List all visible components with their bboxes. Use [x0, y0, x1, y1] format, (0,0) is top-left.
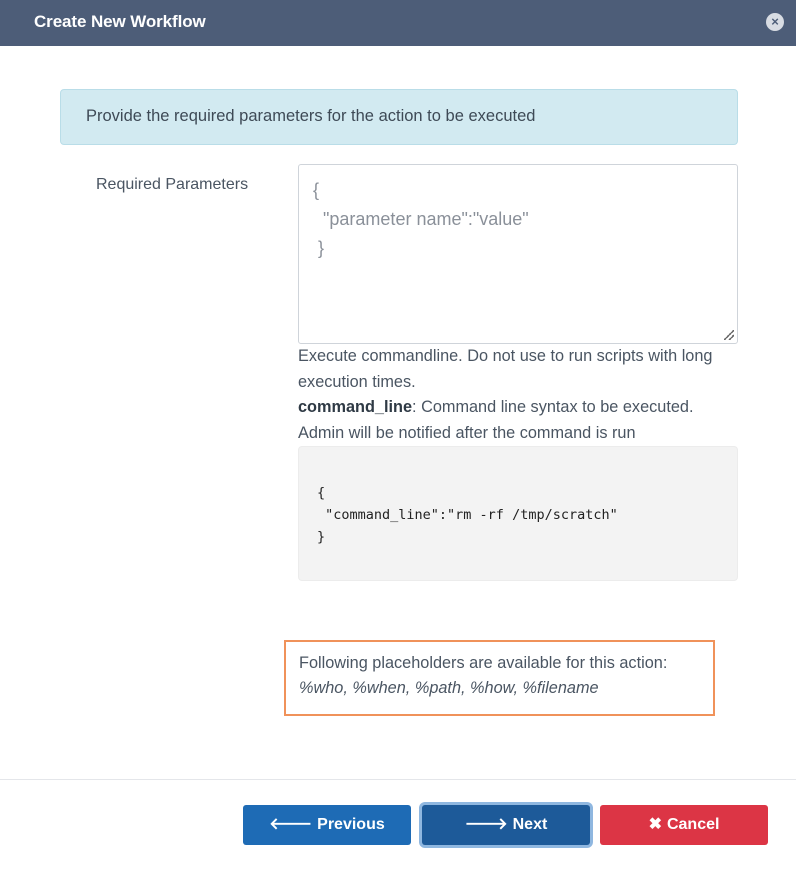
- action-description: [298, 344, 738, 446]
- previous-button-label: Previous: [317, 816, 385, 833]
- dialog-header: [0, 0, 796, 46]
- example-code-box: [298, 446, 738, 581]
- previous-button[interactable]: [243, 805, 411, 845]
- param-name: command_line: [298, 398, 413, 416]
- x-icon: ✖: [648, 816, 662, 833]
- cancel-button[interactable]: [600, 805, 768, 845]
- param-description: [298, 395, 738, 446]
- arrow-left-icon: 🡐: [269, 816, 313, 833]
- placeholders-heading: Following placeholders are available for this action:: [299, 654, 668, 672]
- arrow-right-icon: 🡒: [464, 816, 508, 833]
- close-icon[interactable]: ×: [766, 13, 784, 31]
- required-parameters-input[interactable]: [298, 164, 738, 344]
- footer-divider: [0, 779, 796, 780]
- next-button-label: Next: [512, 816, 548, 833]
- param-description-text: : Command line syntax to be executed. Admin will be notified after the command is run: [298, 398, 694, 442]
- info-alert-text: Provide the required parameters for the action to be executed: [86, 107, 536, 125]
- next-button[interactable]: [422, 805, 590, 845]
- required-parameters-label: Required Parameters: [96, 176, 249, 193]
- dialog-title: Create New Workflow: [34, 12, 206, 31]
- info-alert: [60, 89, 738, 145]
- cancel-button-label: Cancel: [666, 816, 720, 833]
- placeholders-list: %who, %when, %path, %how, %filename: [299, 679, 599, 697]
- example-code: { "command_line":"rm -rf /tmp/scratch" }: [317, 485, 618, 545]
- action-description-text: Execute commandline. Do not use to run scripts with long execution times.: [298, 347, 713, 391]
- placeholders-box: [284, 640, 715, 716]
